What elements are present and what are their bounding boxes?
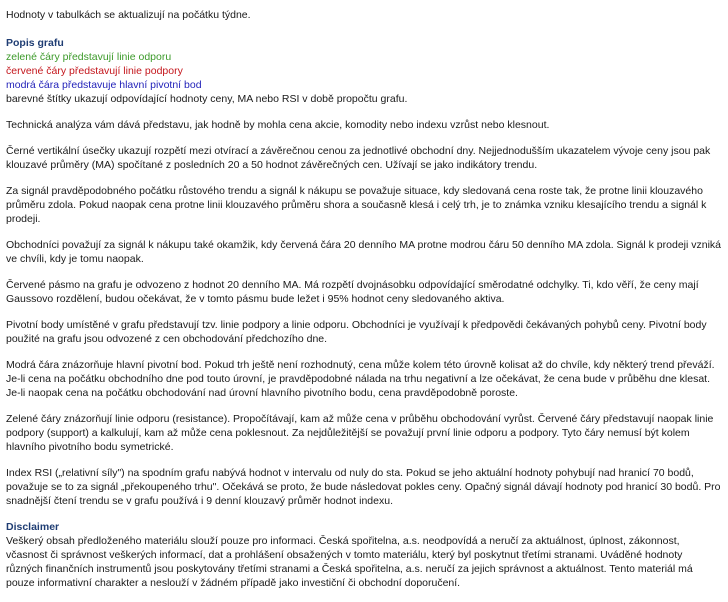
paragraph-pivot-points: Pivotní body umístěné v grafu představují tzv. linie podpory a linie odporu. Obchodníci je využívají k předpovědi čekávaných pohybů ceny. Pivotní body použité na grafu jsou odvozené z cen obchodování předchozího dne. (6, 319, 707, 345)
disclaimer-section (6, 520, 722, 590)
legend-resistance-lines: zelené čáry představují linie odporu (6, 51, 172, 63)
disclaimer-heading: Disclaimer (6, 521, 60, 533)
update-note: Hodnoty v tabulkách se aktualizují na počátku týdne. (6, 9, 251, 21)
chart-legend-section (6, 36, 722, 106)
legend-color-labels: barevné štítky ukazují odpovídající hodnoty ceny, MA nebo RSI v době propočtu grafu. (6, 93, 408, 105)
paragraph-rsi-index: Index RSI („relativní síly") na spodním grafu nabývá hodnot v intervalu od nuly do sta. Pokud se jeho aktuální hodnoty pohybují nad hranicí 70 bodů, považuje se to za signál „překoupeného trhu". Očekává se proto, že bude následovat pokles ceny. Opačný signál dávají hodnoty pod hranicí 30 bodů. Pro snadnější čtení trendu se v grafu používá i 9 denní klouzavý průměr hodnot indexu. (6, 467, 721, 507)
paragraph-technical-analysis: Technická analýza vám dává představu, jak hodně by mohla cena akcie, komodity nebo indexu vzrůst nebo klesnout. (6, 119, 550, 131)
paragraph-red-band: Červené pásmo na grafu je odvozeno z hodnot 20 denního MA. Má rozpětí dvojnásobku odpovídající směrodatné odchylky. Ti, kdo věří, že ceny mají Gaussovo rozdělení, budou očekávat, že v tomto pásmu bude ležet i 95% hodnot ceny sledovaného aktiva. (6, 279, 699, 305)
legend-support-lines: červené čáry představují linie podpory (6, 65, 183, 77)
disclaimer-text: Veškerý obsah předloženého materiálu slouží pouze pro informaci. Česká spořitelna, a.s. neodpovídá a neručí za aktuálnost, úplnost, zákonnost, včasnost či správnost veškerých informací, dat a prohlášení obsažených v tomto materiálu, který byl poskytnut třetími stranami. Uváděné hodnoty různých finančních instrumentů jsou poskytovány třetími stranami a Česká spořitelna, a.s. neručí za jejich správnost a aktuálnost. Tento materiál má pouze informativní charakter a neslouží v žádném případě jako investiční či obchodní doporučení. (6, 535, 693, 589)
paragraph-resistance-support: Zelené čáry znázorňují linie odporu (resistance). Propočítávají, kam až může cena v průběhu obchodování vyrůst. Červené čáry představují naopak linie podpory (support) a kalkulují, kam až může cena poklesnout. Za nejdůležitější se považují první linie odporu a podpory. Tyto čáry nemusí být kolem hlavního pivotního bodu symetrické. (6, 413, 714, 453)
paragraph-main-pivot: Modrá čára znázorňuje hlavní pivotní bod. Pokud trh ještě není rozhodnutý, cena může kolem této úrovně kolisat až do chvíle, kdy některý trend převáží. Je-li cena na počátku obchodního dne pod touto úrovní, je pravděpodobné nálada na trhu negativní a lze očekávat, že cena bude v průběhu dne klesat. Je-li naopak cena na počátku obchodování nad úrovní hlavního pivotního bodu, cena pravděpodobně poroste. (6, 359, 715, 399)
legend-pivot-point: modrá čára představuje hlavní pivotní bod (6, 79, 202, 91)
paragraph-moving-averages: Černé vertikální úsečky ukazují rozpětí mezi otvírací a závěrečnou cenou za jednotlivé obchodní dny. Nejjednodušším ukazatelem vývoje ceny jsou pak klouzavé průměry (MA) spočítané z posledních 20 a 50 hodnot závěrečných cen. Užívají se jako indikátory trendu. (6, 145, 711, 171)
paragraph-trend-signals: Za signál pravděpodobného počátku růstového trendu a signál k nákupu se považuje situace, kdy sledovaná cena roste tak, že protne linii klouzavého průměru zdola. Pokud naopak cena protne linii klouzavého průměru shora a současně klesá i celý trh, je to známka vzniku klesajícího trendu a signál k prodeji. (6, 185, 707, 225)
paragraph-ma-crossover: Obchodníci považují za signál k nákupu také okamžik, kdy červená čára 20 denního MA protne modrou čáru 50 denního MA zdola. Signál k prodeji vzniká ve chvíli, kdy je tomu naopak. (6, 239, 721, 265)
legend-heading: Popis grafu (6, 37, 64, 49)
